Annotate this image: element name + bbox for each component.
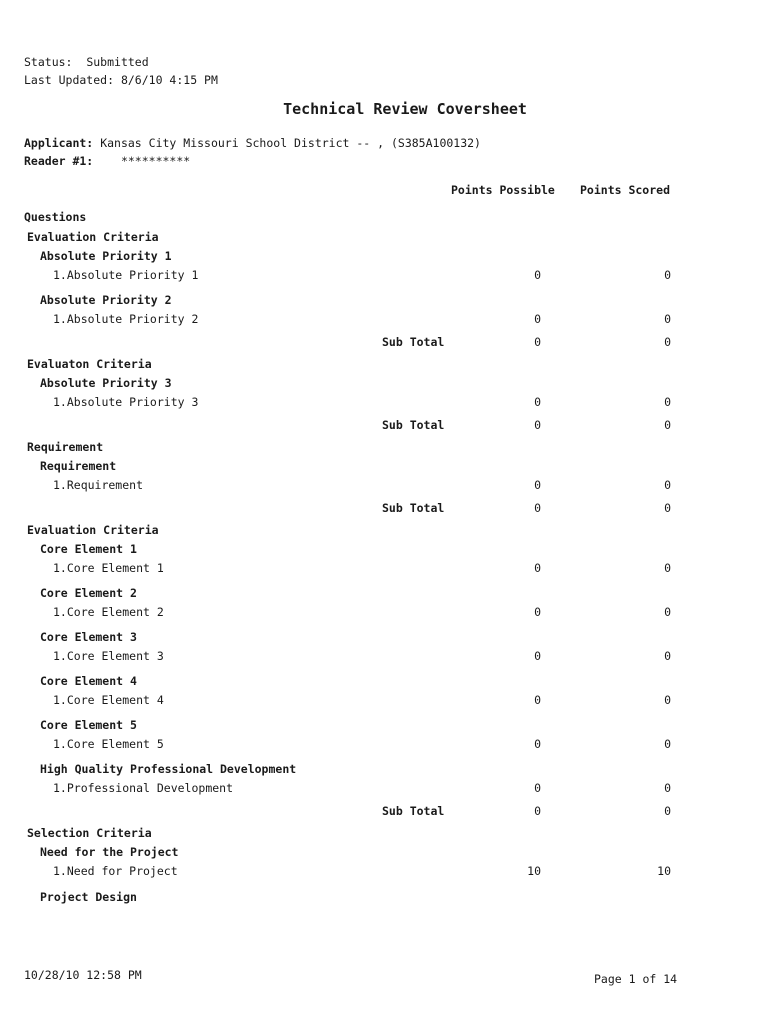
points-possible: 0	[534, 649, 541, 663]
points-possible: 0	[534, 693, 541, 707]
question-item: 1.Absolute Priority 3	[53, 395, 199, 409]
section-heading: Core Element 5	[40, 718, 137, 732]
status-value: Submitted	[86, 55, 149, 69]
section-heading: High Quality Professional Development	[40, 762, 297, 776]
section-heading: Requirement	[40, 459, 117, 473]
question-item: 1.Core Element 2	[53, 605, 164, 619]
section-heading: Core Element 4	[40, 674, 137, 688]
question-item: 1.Core Element 3	[53, 649, 164, 663]
points-possible: 0	[534, 605, 541, 619]
reader-line	[24, 154, 190, 168]
points-possible: 0	[534, 737, 541, 751]
section-heading: Project Design	[40, 890, 137, 904]
points-scored: 0	[664, 268, 671, 282]
subtotal-possible: 0	[534, 335, 541, 349]
group-heading: Requirement	[27, 440, 104, 454]
subtotal-label: Sub Total	[382, 501, 445, 515]
question-item: 1.Absolute Priority 2	[53, 312, 199, 326]
points-possible: 0	[534, 781, 541, 795]
points-possible: 0	[534, 312, 541, 326]
section-heading: Need for the Project	[40, 845, 179, 859]
subtotal-possible: 0	[534, 418, 541, 432]
question-item: 1.Requirement	[53, 478, 144, 492]
subtotal-possible: 0	[534, 501, 541, 515]
reader-label: Reader #1:	[24, 154, 94, 168]
section-heading: Core Element 2	[40, 586, 137, 600]
subtotal-scored: 0	[664, 335, 671, 349]
points-scored: 0	[664, 737, 671, 751]
page-title: Technical Review Coversheet	[283, 100, 527, 118]
points-possible: 0	[534, 561, 541, 575]
subtotal-label: Sub Total	[382, 335, 445, 349]
section-heading: Core Element 3	[40, 630, 137, 644]
applicant-line	[24, 136, 481, 150]
points-possible: 10	[527, 864, 541, 878]
status-line	[24, 55, 149, 69]
subtotal-label: Sub Total	[382, 804, 445, 818]
group-heading: Selection Criteria	[27, 826, 152, 840]
question-item: 1.Need for Project	[53, 864, 178, 878]
subtotal-label: Sub Total	[382, 418, 445, 432]
points-scored: 0	[664, 605, 671, 619]
group-heading: Evaluaton Criteria	[27, 357, 152, 371]
page-number: Page 1 of 14	[594, 972, 678, 986]
subtotal-scored: 0	[664, 804, 671, 818]
group-heading: Evaluation Criteria	[27, 523, 159, 537]
applicant-label: Applicant:	[24, 136, 94, 150]
last-updated-line	[24, 73, 218, 87]
points-scored: 0	[664, 561, 671, 575]
points-scored: 0	[664, 312, 671, 326]
column-header-possible: Points Possible	[451, 183, 555, 197]
section-heading: Absolute Priority 1	[40, 249, 172, 263]
last-updated-value: 8/6/10 4:15 PM	[120, 73, 218, 87]
question-item: 1.Core Element 5	[53, 737, 164, 751]
points-scored: 0	[664, 649, 671, 663]
question-item: 1.Core Element 4	[53, 693, 164, 707]
subtotal-scored: 0	[664, 501, 671, 515]
points-scored: 10	[657, 864, 671, 878]
points-scored: 0	[664, 478, 671, 492]
reader-value: **********	[120, 154, 191, 168]
question-item: 1.Absolute Priority 1	[53, 268, 199, 282]
points-possible: 0	[534, 395, 541, 409]
subtotal-possible: 0	[534, 804, 541, 818]
section-heading: Absolute Priority 3	[40, 376, 172, 390]
points-possible: 0	[534, 478, 541, 492]
points-possible: 0	[534, 268, 541, 282]
section-heading: Absolute Priority 2	[40, 293, 172, 307]
column-header-scored: Points Scored	[580, 183, 671, 197]
points-scored: 0	[664, 395, 671, 409]
points-scored: 0	[664, 781, 671, 795]
print-timestamp: 10/28/10 12:58 PM	[24, 968, 142, 982]
last-updated-label: Last Updated:	[24, 73, 115, 87]
question-item: 1.Professional Development	[53, 781, 234, 795]
applicant-value: Kansas City Missouri School District -- , (S385A100132)	[100, 136, 481, 150]
questions-heading: Questions	[24, 210, 87, 224]
points-scored: 0	[664, 693, 671, 707]
status-label: Status:	[24, 55, 73, 69]
subtotal-scored: 0	[664, 418, 671, 432]
question-item: 1.Core Element 1	[53, 561, 164, 575]
group-heading: Evaluation Criteria	[27, 230, 159, 244]
section-heading: Core Element 1	[40, 542, 137, 556]
